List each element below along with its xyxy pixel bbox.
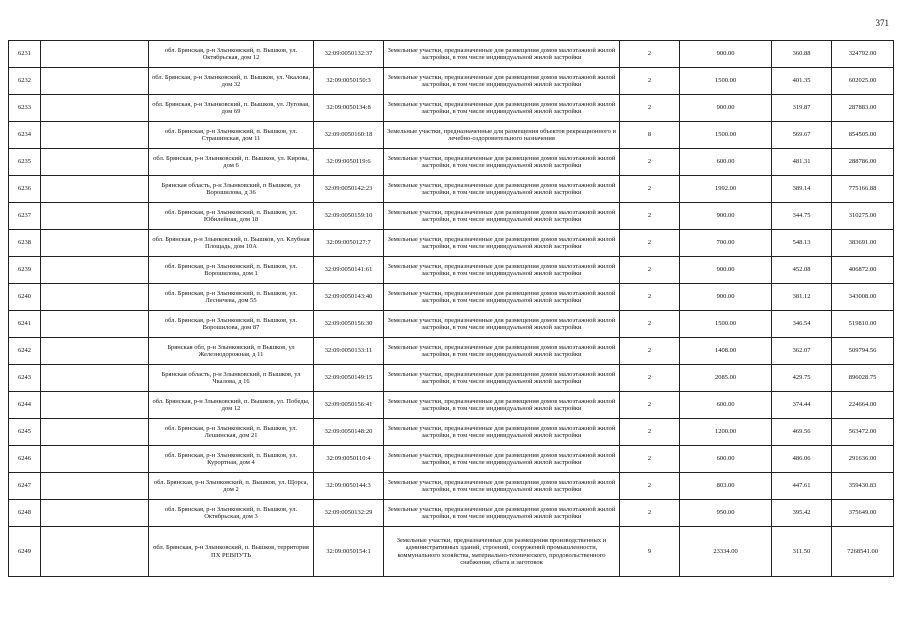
table-row: [9, 365, 894, 392]
row-number-cell: 6231: [9, 41, 41, 68]
use-code-cell: 2: [620, 203, 680, 230]
cadastral-cost-cell: 854505.00: [832, 122, 894, 149]
row-number-cell: 6241: [9, 311, 41, 338]
cadastral-number-cell: 32:09:0050156:41: [314, 392, 384, 419]
cadastral-cost-cell: 406872.00: [832, 257, 894, 284]
cadastral-number-cell: 32:09:0050154:1: [314, 527, 384, 577]
area-cell: 900.00: [680, 257, 772, 284]
empty-cell: [41, 338, 149, 365]
land-use-cell: Земельные участки, предназначенные для размещения домов малоэтажной жилой застройки, в том числе индивидуальной жилой застройки: [384, 446, 620, 473]
address-cell: обл. Брянская, р-н Злынковский, п. Вышков, ул. Луговая, дом 69: [149, 95, 314, 122]
land-use-cell: Земельные участки, предназначенные для размещения домов малоэтажной жилой застройки, в том числе индивидуальной жилой застройки: [384, 473, 620, 500]
table-row: [9, 284, 894, 311]
cadastral-cost-cell: 7268541.00: [832, 527, 894, 577]
cadastral-cost-cell: 291636.00: [832, 446, 894, 473]
table-row: [9, 527, 894, 577]
use-code-cell: 8: [620, 122, 680, 149]
row-number-cell: 6239: [9, 257, 41, 284]
empty-cell: [41, 446, 149, 473]
area-cell: 700.00: [680, 230, 772, 257]
specific-value-cell: 486.06: [772, 446, 832, 473]
cadastral-cost-cell: 602025.00: [832, 68, 894, 95]
use-code-cell: 2: [620, 392, 680, 419]
area-cell: 1500.00: [680, 311, 772, 338]
area-cell: 600.00: [680, 392, 772, 419]
table-row: [9, 419, 894, 446]
cadastral-number-cell: 32:09:0050144:3: [314, 473, 384, 500]
specific-value-cell: 362.07: [772, 338, 832, 365]
empty-cell: [41, 95, 149, 122]
cadastral-number-cell: 32:09:0050132:37: [314, 41, 384, 68]
row-number-cell: 6249: [9, 527, 41, 577]
land-use-cell: Земельные участки, предназначенные для размещения домов малоэтажной жилой застройки, в том числе индивидуальной жилой застройки: [384, 149, 620, 176]
land-use-cell: Земельные участки, предназначенные для размещения производственных и административных зданий, строений, сооружений промышленности, коммунального хозяйства, материально-технического, продовольственного снабжения, сбыта и заготовок: [384, 527, 620, 577]
area-cell: 950.00: [680, 500, 772, 527]
specific-value-cell: 319.87: [772, 95, 832, 122]
specific-value-cell: 481.31: [772, 149, 832, 176]
cadastral-number-cell: 32:09:0050133:11: [314, 338, 384, 365]
table-body: [9, 41, 894, 577]
address-cell: обл. Брянская, р-н Злынковский, п. Вышков, ул. Страшинская, дом 11: [149, 122, 314, 149]
specific-value-cell: 395.42: [772, 500, 832, 527]
area-cell: 900.00: [680, 203, 772, 230]
cadastral-cost-cell: 896028.75: [832, 365, 894, 392]
address-cell: обл. Брянская, р-н Злынковский, п. Вышков, ул. Курортная, дом 4: [149, 446, 314, 473]
cadastral-number-cell: 32:09:0050149:15: [314, 365, 384, 392]
cadastral-cost-cell: 343008.00: [832, 284, 894, 311]
cadastral-number-cell: 32:09:0050119:6: [314, 149, 384, 176]
land-use-cell: Земельные участки, предназначенные для размещения домов малоэтажной жилой застройки, в том числе индивидуальной жилой застройки: [384, 176, 620, 203]
empty-cell: [41, 257, 149, 284]
table-row: [9, 176, 894, 203]
empty-cell: [41, 41, 149, 68]
area-cell: 900.00: [680, 284, 772, 311]
land-use-cell: Земельные участки, предназначенные для размещения объектов рекреационного и лечебно-оздоровительного назначения: [384, 122, 620, 149]
page-number: 371: [875, 18, 889, 28]
specific-value-cell: 548.13: [772, 230, 832, 257]
address-cell: Брянская область, р-н Злынковский, п Вышков, ул Ворошилова, д 36: [149, 176, 314, 203]
row-number-cell: 6233: [9, 95, 41, 122]
land-use-cell: Земельные участки, предназначенные для размещения домов малоэтажной жилой застройки, в том числе индивидуальной жилой застройки: [384, 68, 620, 95]
empty-cell: [41, 473, 149, 500]
use-code-cell: 2: [620, 230, 680, 257]
row-number-cell: 6240: [9, 284, 41, 311]
table-row: [9, 203, 894, 230]
land-use-cell: Земельные участки, предназначенные для размещения домов малоэтажной жилой застройки, в том числе индивидуальной жилой застройки: [384, 419, 620, 446]
use-code-cell: 2: [620, 419, 680, 446]
use-code-cell: 2: [620, 500, 680, 527]
use-code-cell: 9: [620, 527, 680, 577]
address-cell: обл. Брянская, р-н Злынковский, п. Вышков, ул. Кирова, дом 6: [149, 149, 314, 176]
area-cell: 2085.00: [680, 365, 772, 392]
table-row: [9, 122, 894, 149]
land-use-cell: Земельные участки, предназначенные для размещения домов малоэтажной жилой застройки, в том числе индивидуальной жилой застройки: [384, 338, 620, 365]
area-cell: 1200.00: [680, 419, 772, 446]
address-cell: обл. Брянская, р-н Злынковский, п. Вышков, ул. Октябрьская, дом 12: [149, 41, 314, 68]
table-row: [9, 230, 894, 257]
cadastral-cost-cell: 509794.56: [832, 338, 894, 365]
use-code-cell: 2: [620, 473, 680, 500]
address-cell: обл. Брянская, р-н Злынковский, п. Вышков, ул. Чкалова, дом 32: [149, 68, 314, 95]
area-cell: 900.00: [680, 95, 772, 122]
cadastral-cost-cell: 563472.00: [832, 419, 894, 446]
address-cell: обл. Брянская, р-н Злынковский, п. Вышков, ул. Ворошилова, дом 87: [149, 311, 314, 338]
table-row: [9, 392, 894, 419]
land-use-cell: Земельные участки, предназначенные для размещения домов малоэтажной жилой застройки, в том числе индивидуальной жилой застройки: [384, 95, 620, 122]
address-cell: обл. Брянская, р-н Злынковский, п. Вышков, ул. Щорса, дом 2: [149, 473, 314, 500]
specific-value-cell: 346.54: [772, 311, 832, 338]
address-cell: Брянская область, р-н Злынковский, п Вышков, ул Чкалова, д 16: [149, 365, 314, 392]
cadastral-cost-cell: 324792.00: [832, 41, 894, 68]
land-use-cell: Земельные участки, предназначенные для размещения домов малоэтажной жилой застройки, в том числе индивидуальной жилой застройки: [384, 230, 620, 257]
use-code-cell: 2: [620, 446, 680, 473]
empty-cell: [41, 68, 149, 95]
specific-value-cell: 569.67: [772, 122, 832, 149]
area-cell: 600.00: [680, 446, 772, 473]
row-number-cell: 6244: [9, 392, 41, 419]
cadastral-cost-cell: 375649.00: [832, 500, 894, 527]
row-number-cell: 6238: [9, 230, 41, 257]
cadastral-number-cell: 32:09:0050160:18: [314, 122, 384, 149]
land-use-cell: Земельные участки, предназначенные для размещения домов малоэтажной жилой застройки, в том числе индивидуальной жилой застройки: [384, 203, 620, 230]
use-code-cell: 2: [620, 41, 680, 68]
use-code-cell: 2: [620, 284, 680, 311]
cadastral-number-cell: 32:09:0050150:3: [314, 68, 384, 95]
cadastral-cost-cell: 775166.88: [832, 176, 894, 203]
empty-cell: [41, 419, 149, 446]
specific-value-cell: 389.14: [772, 176, 832, 203]
cadastral-number-cell: 32:09:0050141:61: [314, 257, 384, 284]
row-number-cell: 6232: [9, 68, 41, 95]
table-row: [9, 149, 894, 176]
specific-value-cell: 360.88: [772, 41, 832, 68]
land-use-cell: Земельные участки, предназначенные для размещения домов малоэтажной жилой застройки, в том числе индивидуальной жилой застройки: [384, 365, 620, 392]
address-cell: обл. Брянская, р-н Злынковский, п. Вышков, территория ПХ РЕВПУТЬ: [149, 527, 314, 577]
table-row: [9, 41, 894, 68]
use-code-cell: 2: [620, 311, 680, 338]
area-cell: 1500.00: [680, 68, 772, 95]
area-cell: 900.00: [680, 41, 772, 68]
land-use-cell: Земельные участки, предназначенные для размещения домов малоэтажной жилой застройки, в том числе индивидуальной жилой застройки: [384, 311, 620, 338]
table-row: [9, 473, 894, 500]
empty-cell: [41, 149, 149, 176]
specific-value-cell: 344.75: [772, 203, 832, 230]
address-cell: обл. Брянская, р-н Злынковский, п. Вышков, ул. Октябрьская, дом 3: [149, 500, 314, 527]
empty-cell: [41, 122, 149, 149]
cadastral-number-cell: 32:09:0050132:29: [314, 500, 384, 527]
use-code-cell: 2: [620, 68, 680, 95]
row-number-cell: 6243: [9, 365, 41, 392]
row-number-cell: 6247: [9, 473, 41, 500]
table-row: [9, 338, 894, 365]
specific-value-cell: 447.61: [772, 473, 832, 500]
cadastral-cost-cell: 310275.00: [832, 203, 894, 230]
specific-value-cell: 401.35: [772, 68, 832, 95]
empty-cell: [41, 311, 149, 338]
cadastral-cost-cell: 383691.00: [832, 230, 894, 257]
cadastral-number-cell: 32:09:0050148:20: [314, 419, 384, 446]
table-row: [9, 68, 894, 95]
land-use-cell: Земельные участки, предназначенные для размещения домов малоэтажной жилой застройки, в том числе индивидуальной жилой застройки: [384, 500, 620, 527]
specific-value-cell: 469.56: [772, 419, 832, 446]
use-code-cell: 2: [620, 338, 680, 365]
specific-value-cell: 452.08: [772, 257, 832, 284]
cadastral-cost-cell: 224664.00: [832, 392, 894, 419]
address-cell: обл. Брянская, р-н Злынковский, п. Вышков, ул. Лешинская, дом 21: [149, 419, 314, 446]
empty-cell: [41, 500, 149, 527]
cadastral-number-cell: 32:09:0050143:40: [314, 284, 384, 311]
row-number-cell: 6235: [9, 149, 41, 176]
address-cell: обл. Брянская, р-н Злынковский, п. Вышков, ул. Ворошилова, дом 1: [149, 257, 314, 284]
use-code-cell: 2: [620, 95, 680, 122]
land-use-cell: Земельные участки, предназначенные для размещения домов малоэтажной жилой застройки, в том числе индивидуальной жилой застройки: [384, 284, 620, 311]
area-cell: 600.00: [680, 149, 772, 176]
table-row: [9, 311, 894, 338]
address-cell: обл. Брянская, р-н Злынковский, п. Вышков, ул. Победы, дом 12: [149, 392, 314, 419]
area-cell: 803.00: [680, 473, 772, 500]
empty-cell: [41, 392, 149, 419]
empty-cell: [41, 365, 149, 392]
table-row: [9, 95, 894, 122]
address-cell: обл. Брянская, р-н Злынковский, п. Вышков, ул. Клубная Площадь, дом 10А: [149, 230, 314, 257]
address-cell: обл. Брянская, р-н Злынковский, п. Вышков, ул. Лесничева, дом 55: [149, 284, 314, 311]
table-row: [9, 500, 894, 527]
cadastral-cost-cell: 359430.83: [832, 473, 894, 500]
land-use-cell: Земельные участки, предназначенные для размещения домов малоэтажной жилой застройки, в том числе индивидуальной жилой застройки: [384, 392, 620, 419]
cadastral-cost-cell: 287883.00: [832, 95, 894, 122]
use-code-cell: 2: [620, 176, 680, 203]
area-cell: 23334.00: [680, 527, 772, 577]
cadastral-number-cell: 32:09:0050134:8: [314, 95, 384, 122]
land-use-cell: Земельные участки, предназначенные для размещения домов малоэтажной жилой застройки, в том числе индивидуальной жилой застройки: [384, 257, 620, 284]
row-number-cell: 6237: [9, 203, 41, 230]
empty-cell: [41, 203, 149, 230]
area-cell: 1992.00: [680, 176, 772, 203]
cadastral-cost-cell: 288786.00: [832, 149, 894, 176]
row-number-cell: 6236: [9, 176, 41, 203]
specific-value-cell: 429.75: [772, 365, 832, 392]
specific-value-cell: 374.44: [772, 392, 832, 419]
area-cell: 1408.00: [680, 338, 772, 365]
row-number-cell: 6246: [9, 446, 41, 473]
row-number-cell: 6234: [9, 122, 41, 149]
table-row: [9, 257, 894, 284]
specific-value-cell: 381.12: [772, 284, 832, 311]
area-cell: 1500.00: [680, 122, 772, 149]
empty-cell: [41, 230, 149, 257]
cadastral-number-cell: 32:09:0050142:23: [314, 176, 384, 203]
address-cell: Брянская обл, р-н Злынковский, п Вышков, ул Железнодорожная, д 11: [149, 338, 314, 365]
cadastral-number-cell: 32:09:0050110:4: [314, 446, 384, 473]
row-number-cell: 6242: [9, 338, 41, 365]
specific-value-cell: 311.50: [772, 527, 832, 577]
use-code-cell: 2: [620, 365, 680, 392]
table-row: [9, 446, 894, 473]
row-number-cell: 6245: [9, 419, 41, 446]
land-use-cell: Земельные участки, предназначенные для размещения домов малоэтажной жилой застройки, в том числе индивидуальной жилой застройки: [384, 41, 620, 68]
empty-cell: [41, 527, 149, 577]
empty-cell: [41, 176, 149, 203]
use-code-cell: 2: [620, 257, 680, 284]
cadastral-number-cell: 32:09:0050159:10: [314, 203, 384, 230]
row-number-cell: 6248: [9, 500, 41, 527]
address-cell: обл. Брянская, р-н Злынковский, п. Вышков, ул. Юбилейная, дом 18: [149, 203, 314, 230]
use-code-cell: 2: [620, 149, 680, 176]
cadastral-cost-cell: 519810.00: [832, 311, 894, 338]
empty-cell: [41, 284, 149, 311]
cadastral-value-table: [8, 40, 894, 577]
cadastral-number-cell: 32:09:0050156:30: [314, 311, 384, 338]
cadastral-number-cell: 32:09:0050127:7: [314, 230, 384, 257]
